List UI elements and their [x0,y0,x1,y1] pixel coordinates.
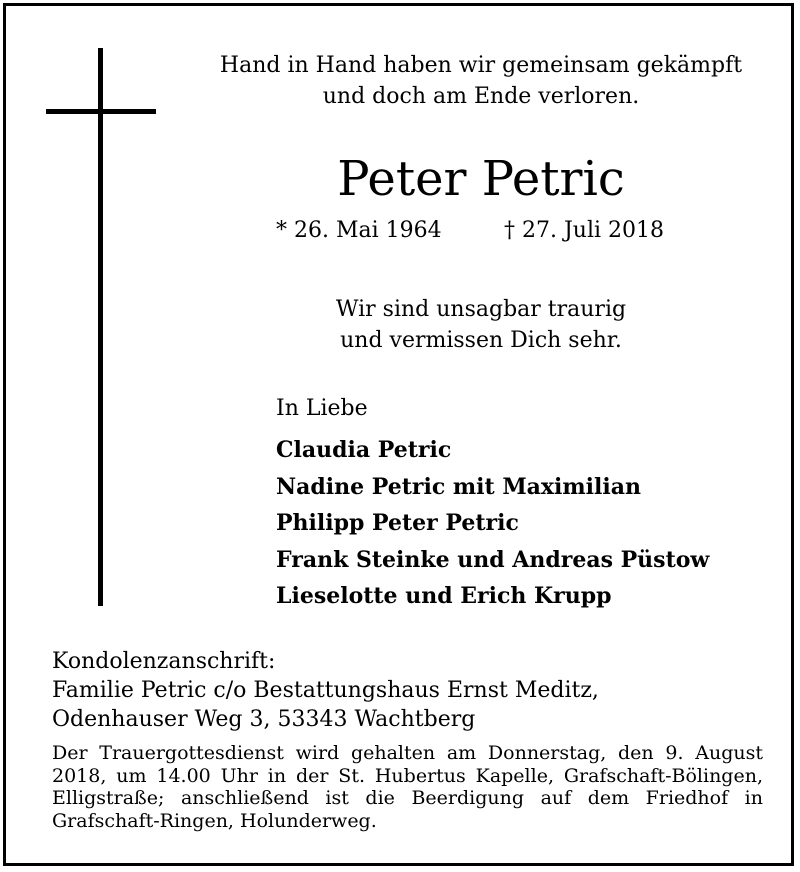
tribute [181,294,781,356]
cross-icon [98,48,103,606]
mourner-name: Philipp Peter Petric [276,510,519,536]
condolence-label: Kondolenzanschrift: [52,649,276,674]
condolence-address [52,647,599,734]
condolence-line: Familie Petric c/o Bestattungshaus Ernst Meditz, [52,678,599,703]
tribute-line: Wir sind unsagbar traurig [335,297,627,322]
mourner-name: Lieselotte und Erich Krupp [276,583,612,609]
mourner-name: Claudia Petric [276,437,452,463]
obituary-notice [3,3,794,866]
cross-icon-crossbar [46,109,156,114]
condolence-line: Odenhauser Weg 3, 53343 Wachtberg [52,707,476,732]
motto-line: und doch am Ende verloren. [322,84,640,109]
birth-date: * 26. Mai 1964 [276,218,442,243]
mourner-name: Nadine Petric mit Maximilian [276,473,642,500]
death-date: † 27. Juli 2018 [504,218,665,243]
motto [181,50,781,112]
tribute-line: und vermissen Dich sehr. [340,328,622,353]
mourners-list [276,432,709,615]
in-liebe-label: In Liebe [276,396,368,421]
motto-line: Hand in Hand haben wir gemeinsam gekämpft [219,53,743,78]
mourner-name: Frank Steinke und Andreas Püstow [276,546,710,573]
deceased-name: Peter Petric [337,151,625,207]
funeral-service-info: Der Trauergottesdienst wird gehalten am Donnerstag, den 9. August 2018, um 14.00 Uhr in der St. Hubertus Kapelle, Grafschaft-Bölingen, Elligstraße; anschließend ist die Beerdigung auf dem Friedhof in Grafschaft-Ringen, Holunderweg. [52,742,763,832]
